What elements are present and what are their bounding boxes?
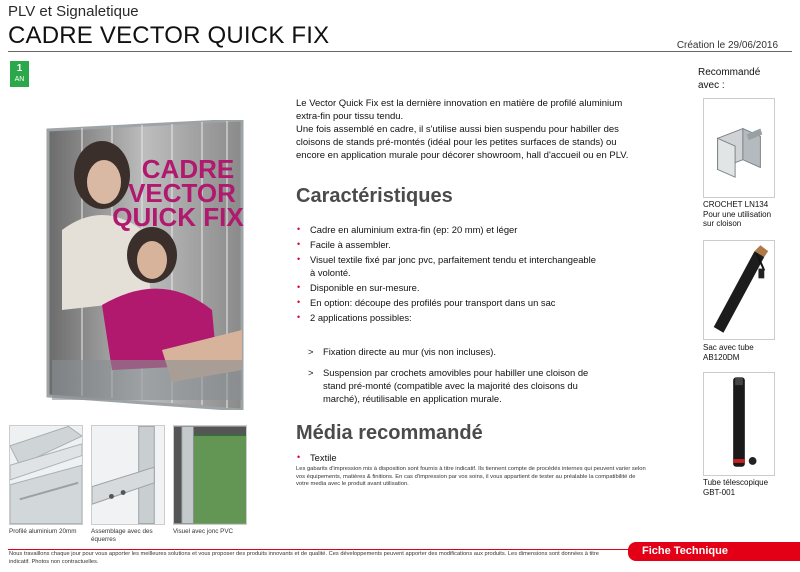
- telescopic-tube-image: [703, 372, 775, 476]
- product-description: Le Vector Quick Fix est la dernière innovation en matière de profilé aluminium extra-fin pour tissu tendu. Une fois assemblé en cadre, il s'utilise aussi bien suspendu pour habiller des cloisons de stands pré-montés (idéal pour les petites surfaces de stands) ou encore en application murale pour décorer showroom, hall d'accueil ou en PLV.: [296, 98, 629, 161]
- recommended-heading: Recommandé avec :: [698, 67, 761, 91]
- page-title: CADRE VECTOR QUICK FIX: [8, 22, 330, 49]
- thumbnail-assembly: [91, 425, 165, 525]
- feature-item: • Facile à assembler.: [297, 239, 391, 251]
- recommended-caption: Tube télescopique GBT-001: [703, 478, 769, 497]
- media-item: • Textile: [297, 452, 337, 463]
- footer-disclaimer: Nous travaillons chaque jour pour vous apporter les meilleures solutions et vous proposer des produits innovants et de qualité. Ces développements peuvent apporter des modifications aux produits. Les dimensions sont données à titre indicatif. Photos non contractuelles.: [9, 551, 599, 565]
- poster-line-2: VECTOR: [128, 178, 236, 208]
- features-list: [296, 224, 596, 328]
- warranty-badge: [10, 61, 29, 87]
- category-label: PLV et Signaletique: [8, 3, 139, 20]
- feature-item: • Visuel textile fixé par jonc pvc, parfaitement tendu et interchangeable à volonté.: [297, 254, 596, 278]
- feature-item: • Cadre en aluminium extra-fin (ep: 20 mm) et léger: [297, 224, 518, 235]
- feature-item: • En option: découpe des profilés pour transport dans un sac: [297, 297, 556, 309]
- thumbnail-caption: Profilé aluminium 20mm: [9, 528, 77, 535]
- hook-image: [703, 98, 775, 198]
- recommended-caption: CROCHET LN134 Pour une utilisation sur cloison: [703, 200, 772, 229]
- application-item: > Suspension par crochets amovibles pour habiller une cloison de stand pré-monté (compatible avec la majorité des cloisons du marché), réutilisable en application murale.: [308, 366, 589, 404]
- warranty-number: 1: [16, 63, 23, 74]
- recommended-caption: Sac avec tube AB120DM: [703, 343, 754, 362]
- bag-image: [703, 240, 775, 340]
- applications-list: [308, 346, 608, 414]
- feature-item: • 2 applications possibles:: [297, 312, 412, 324]
- warranty-unit: AN: [14, 76, 25, 83]
- product-photo: [42, 120, 245, 410]
- features-heading: Caractéristiques: [296, 185, 453, 207]
- header-divider: [8, 51, 792, 52]
- media-disclaimer: Les gabarits d'impression mis à disposition sont fournis à titre indicatif. Ils tiennent compte de procédés internes qui peuvent varier selon vos équipements, matières & finitions. En cas d'impression par vos soins, il vous appartient de tester au préalable la compatibilité de votre media avec le produit avant utilisation.: [296, 466, 646, 488]
- fiche-technique-badge: Fiche Technique: [628, 542, 800, 561]
- thumbnail-profile: [9, 425, 83, 525]
- poster-line-1: CADRE: [141, 154, 235, 184]
- media-heading: Média recommandé: [296, 422, 483, 444]
- feature-item: • Disponible en sur-mesure.: [297, 281, 420, 293]
- poster-line-3: QUICK FIX: [112, 202, 244, 232]
- thumbnail-caption: Assemblage avec des équerres: [91, 528, 153, 543]
- application-item: > Fixation directe au mur (vis non incluses).: [308, 346, 496, 357]
- creation-date: Création le 29/06/2016: [676, 40, 778, 51]
- thumbnail-pvc: [173, 425, 247, 525]
- media-list: [296, 452, 596, 467]
- thumbnail-caption: Visuel avec jonc PVC: [173, 528, 234, 535]
